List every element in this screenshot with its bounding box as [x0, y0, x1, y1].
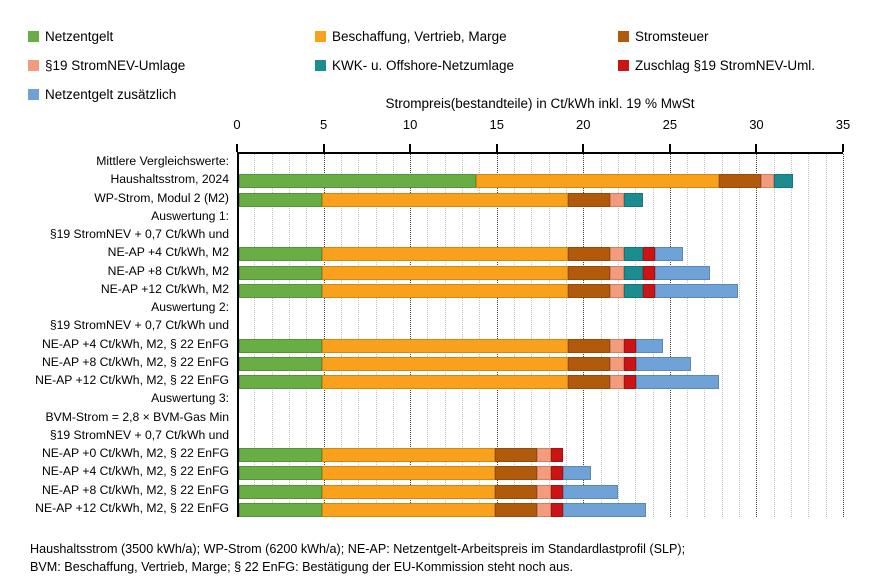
- x-axis-tick-label: 15: [489, 117, 504, 132]
- x-axis-tick-label: 25: [662, 117, 678, 132]
- x-axis-tick: [409, 144, 411, 152]
- bar-row: [239, 337, 843, 355]
- bar-segment-beschaffung-vertrieb-marge: [322, 485, 495, 499]
- category-label: NE-AP +8 Ct/kWh, M2, § 22 EnFG: [41, 354, 229, 369]
- footnote-line-2: BVM: Beschaffung, Vertrieb, Marge; § 22 EnFG: Bestätigung der EU-Kommission steht noch aus.: [30, 560, 573, 575]
- category-label: Auswertung 3:: [151, 391, 229, 406]
- bar-segment-netzentgelt-zusätzlich: [655, 247, 683, 261]
- legend-label: Stromsteuer: [635, 28, 709, 44]
- bar-segment-zuschlag-19-stromnev-uml: [624, 375, 636, 389]
- stacked-bar: [239, 284, 738, 298]
- bar-row: [239, 172, 843, 190]
- bar-row: [239, 264, 843, 282]
- bar-segment-zuschlag-19-stromnev-uml: [624, 339, 636, 353]
- bar-segment-netzentgelt: [239, 247, 322, 261]
- bar-row: [239, 373, 843, 391]
- plot-area: [237, 152, 843, 517]
- bar-segment-netzentgelt: [239, 375, 322, 389]
- bar-row: [239, 464, 843, 482]
- bar-segment-19-stromnev-umlage: [537, 503, 550, 517]
- category-label: Haushaltsstrom, 2024: [110, 172, 229, 187]
- bar-segment-netzentgelt: [239, 339, 322, 353]
- bar-segment-zuschlag-19-stromnev-uml: [551, 466, 563, 480]
- bar-segment-beschaffung-vertrieb-marge: [322, 284, 568, 298]
- bar-segment-19-stromnev-umlage: [610, 247, 623, 261]
- bar-segment-netzentgelt: [239, 503, 322, 517]
- x-axis-tick-label: 0: [233, 117, 241, 132]
- bar-segment-19-stromnev-umlage: [610, 339, 623, 353]
- category-label: NE-AP +8 Ct/kWh, M2, § 22 EnFG: [41, 482, 229, 497]
- category-label: BVM-Strom = 2,8 × BVM-Gas Min: [45, 409, 229, 424]
- category-label: NE-AP +12 Ct/kWh, M2, § 22 EnFG: [35, 373, 229, 387]
- legend-swatch: [618, 31, 629, 42]
- bar-segment-beschaffung-vertrieb-marge: [322, 339, 568, 353]
- legend-label: Beschaffung, Vertrieb, Marge: [332, 28, 507, 44]
- bar-segment-beschaffung-vertrieb-marge: [322, 375, 568, 389]
- legend-label: Netzentgelt zusätzlich: [45, 86, 177, 102]
- bar-segment-netzentgelt-zusätzlich: [563, 503, 646, 517]
- x-axis-tick: [669, 144, 671, 152]
- bar-segment-netzentgelt-zusätzlich: [636, 339, 664, 353]
- bar-segment-19-stromnev-umlage: [610, 357, 623, 371]
- legend-item: [28, 30, 315, 44]
- bar-segment-beschaffung-vertrieb-marge: [322, 503, 495, 517]
- bar-segment-stromsteuer: [568, 339, 610, 353]
- bar-segment-netzentgelt: [239, 466, 322, 480]
- legend-swatch: [28, 89, 39, 100]
- x-axis-tick-label: 5: [319, 117, 328, 132]
- bar-segment-kwk-u-offshore-netzumlage: [774, 174, 793, 188]
- bar-segment-beschaffung-vertrieb-marge: [322, 247, 568, 261]
- bar-row: [239, 501, 843, 519]
- bar-segment-stromsteuer: [568, 247, 610, 261]
- bar-segment-19-stromnev-umlage: [761, 174, 774, 188]
- bar-segment-19-stromnev-umlage: [610, 284, 623, 298]
- bar-segment-netzentgelt: [239, 193, 322, 207]
- bar-row: [239, 245, 843, 263]
- bar-segment-19-stromnev-umlage: [610, 193, 623, 207]
- bar-segment-stromsteuer: [495, 466, 537, 480]
- category-label: Auswertung 2:: [151, 300, 229, 314]
- bar-segment-stromsteuer: [495, 503, 537, 517]
- stacked-bar: [239, 375, 719, 389]
- x-axis-tick: [755, 144, 757, 152]
- bar-segment-netzentgelt-zusätzlich: [563, 466, 591, 480]
- bar-segment-stromsteuer: [495, 448, 537, 462]
- bar-segment-netzentgelt-zusätzlich: [636, 375, 719, 389]
- bar-segment-netzentgelt-zusätzlich: [636, 357, 691, 371]
- legend-label: KWK- u. Offshore-Netzumlage: [332, 57, 515, 73]
- bar-segment-zuschlag-19-stromnev-uml: [643, 247, 655, 261]
- category-label: Mittlere Vergleichswerte:: [96, 154, 229, 168]
- category-label: Auswertung 1:: [151, 208, 229, 223]
- stacked-bar: [239, 247, 683, 261]
- x-axis-tick: [496, 144, 498, 152]
- bar-row: [239, 483, 843, 501]
- bar-segment-zuschlag-19-stromnev-uml: [551, 503, 563, 517]
- bar-segment-beschaffung-vertrieb-marge: [322, 448, 495, 462]
- bar-row: [239, 191, 843, 209]
- bar-row: [239, 355, 843, 373]
- legend-swatch: [618, 60, 629, 71]
- stacked-bar: [239, 448, 563, 462]
- bar-segment-netzentgelt: [239, 284, 322, 298]
- bar-segment-stromsteuer: [568, 284, 610, 298]
- bar-segment-beschaffung-vertrieb-marge: [322, 266, 568, 280]
- bar-segment-stromsteuer: [719, 174, 761, 188]
- legend-item: [618, 59, 854, 73]
- legend-swatch: [28, 31, 39, 42]
- bar-segment-zuschlag-19-stromnev-uml: [551, 485, 563, 499]
- bar-segment-zuschlag-19-stromnev-uml: [643, 284, 655, 298]
- bar-segment-stromsteuer: [568, 266, 610, 280]
- bar-segment-netzentgelt: [239, 448, 322, 462]
- category-label: NE-AP +12 Ct/kWh, M2: [100, 281, 229, 296]
- category-label: WP-Strom, Modul 2 (M2): [94, 190, 229, 205]
- bar-segment-beschaffung-vertrieb-marge: [322, 466, 495, 480]
- category-label: §19 StromNEV + 0,7 Ct/kWh und: [49, 318, 229, 333]
- x-axis-tick: [582, 144, 584, 152]
- bar-segment-19-stromnev-umlage: [610, 375, 623, 389]
- legend-item: [315, 30, 618, 44]
- bar-segment-19-stromnev-umlage: [537, 448, 550, 462]
- legend-label: Zuschlag §19 StromNEV-Uml.: [635, 57, 816, 73]
- category-label: NE-AP +4 Ct/kWh, M2, § 22 EnFG: [41, 464, 229, 479]
- x-axis-tick-label: 20: [576, 117, 591, 132]
- bar-segment-kwk-u-offshore-netzumlage: [624, 247, 643, 261]
- stacked-bar: [239, 193, 643, 207]
- bar-segment-netzentgelt: [239, 266, 322, 280]
- legend-swatch: [315, 31, 326, 42]
- stacked-bar: [239, 174, 793, 188]
- legend-item: [28, 59, 315, 73]
- bar-segment-stromsteuer: [495, 485, 537, 499]
- category-label: NE-AP +4 Ct/kWh, M2, § 22 EnFG: [41, 336, 229, 351]
- x-axis-tick-label: 30: [749, 117, 764, 132]
- bar-segment-netzentgelt-zusätzlich: [655, 284, 738, 298]
- x-axis-tick: [323, 144, 325, 152]
- bar-segment-zuschlag-19-stromnev-uml: [551, 448, 563, 462]
- legend-item: [618, 30, 854, 44]
- bar-segment-19-stromnev-umlage: [537, 485, 550, 499]
- category-label: NE-AP +8 Ct/kWh, M2: [107, 263, 229, 278]
- bar-segment-kwk-u-offshore-netzumlage: [624, 266, 643, 280]
- stacked-bar: [239, 466, 591, 480]
- x-axis-tick: [236, 144, 238, 152]
- bar-segment-kwk-u-offshore-netzumlage: [624, 284, 643, 298]
- bar-segment-stromsteuer: [568, 193, 610, 207]
- bar-segment-kwk-u-offshore-netzumlage: [624, 193, 643, 207]
- legend-item: [315, 59, 618, 73]
- bar-segment-netzentgelt-zusätzlich: [563, 485, 618, 499]
- bar-segment-19-stromnev-umlage: [537, 466, 550, 480]
- legend-label: §19 StromNEV-Umlage: [45, 57, 186, 73]
- x-axis-tick-label: 35: [835, 117, 851, 132]
- stacked-bar: [239, 357, 691, 371]
- stacked-bar: [239, 485, 618, 499]
- category-label: NE-AP +0 Ct/kWh, M2, § 22 EnFG: [41, 446, 229, 460]
- bar-segment-beschaffung-vertrieb-marge: [322, 193, 568, 207]
- x-axis-tick: [842, 144, 844, 152]
- stacked-bar: [239, 503, 646, 517]
- category-label: NE-AP +12 Ct/kWh, M2, § 22 EnFG: [35, 500, 229, 515]
- x-axis-ticks: [0, 144, 872, 152]
- bar-segment-beschaffung-vertrieb-marge: [322, 357, 568, 371]
- bar-segment-netzentgelt: [239, 357, 322, 371]
- bar-row: [239, 446, 843, 464]
- bar-segment-19-stromnev-umlage: [610, 266, 623, 280]
- chart-title: Strompreis(bestandteile) in Ct/kWh inkl. 19 % MwSt: [385, 96, 695, 111]
- footnote: [30, 540, 842, 577]
- category-label: NE-AP +4 Ct/kWh, M2: [107, 245, 229, 260]
- legend-swatch: [28, 60, 39, 71]
- bar-segment-netzentgelt-zusätzlich: [655, 266, 710, 280]
- stacked-bar: [239, 339, 663, 353]
- stacked-bar: [239, 266, 710, 280]
- bar-segment-netzentgelt: [239, 485, 322, 499]
- bar-segment-beschaffung-vertrieb-marge: [476, 174, 718, 188]
- major-gridline: [843, 154, 844, 517]
- x-axis-tick-label: 10: [402, 117, 418, 132]
- legend-label: Netzentgelt: [45, 28, 114, 44]
- legend-swatch: [315, 60, 326, 71]
- footnote-line-1: Haushaltsstrom (3500 kWh/a); WP-Strom (6200 kWh/a); NE-AP: Netzentgelt-Arbeitspreis im Standardlastprofil (SLP);: [30, 542, 686, 556]
- bar-segment-stromsteuer: [568, 375, 610, 389]
- bar-segment-stromsteuer: [568, 357, 610, 371]
- bar-segment-zuschlag-19-stromnev-uml: [643, 266, 655, 280]
- category-label: §19 StromNEV + 0,7 Ct/kWh und: [49, 427, 229, 442]
- category-label: §19 StromNEV + 0,7 Ct/kWh und: [49, 227, 229, 241]
- x-axis-labels: [0, 117, 872, 133]
- bar-segment-netzentgelt: [239, 174, 476, 188]
- bar-segment-zuschlag-19-stromnev-uml: [624, 357, 636, 371]
- bar-row: [239, 282, 843, 300]
